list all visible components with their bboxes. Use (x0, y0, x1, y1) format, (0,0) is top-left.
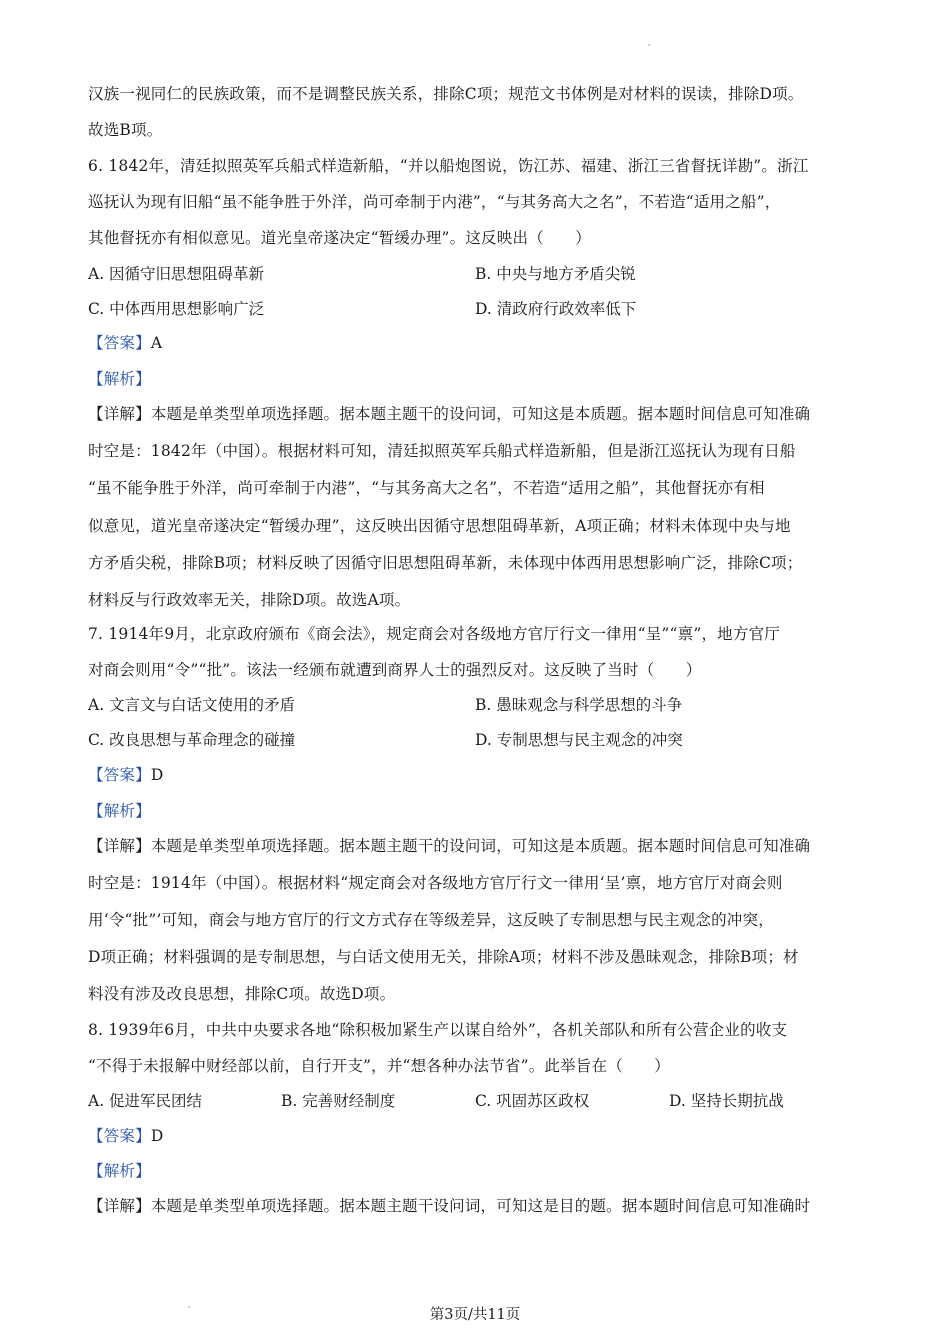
q8-option-b: B. 完善财经制度 (281, 1092, 396, 1110)
q8-option-d: D. 坚持长期抗战 (669, 1092, 784, 1110)
answer-value: D (150, 766, 164, 784)
q7-detail: 时空是：1914年（中国）。根据材料“规定商会对各级地方官厅行文一律用‘呈’禀，地方官厅对商会则 (88, 874, 783, 892)
q7-answer (88, 758, 163, 792)
q7-detail (88, 829, 810, 863)
question-6-stem: 其他督抚亦有相似意见。道光皇帝遂决定“暂缓办理”。这反映出（ ） (88, 229, 591, 247)
analysis-tag: 【解析】 (88, 370, 151, 388)
q6-option-a: A. 因循守旧思想阻碍革新 (88, 265, 265, 283)
analysis-tag: 【解析】 (88, 1162, 151, 1180)
question-8-stem: “不得于未报解中财经部以前，自行开支”，并“想各种办法节省”。此举旨在（ ） (88, 1057, 670, 1075)
q8-option-a: A. 促进军民团结 (88, 1092, 203, 1110)
q7-analysis-tag (88, 794, 151, 828)
detail-tag: 【详解】 (88, 405, 151, 423)
analysis-tag: 【解析】 (88, 802, 151, 820)
answer-value: D (150, 1127, 164, 1145)
detail-text: 本题是单类型单项选择题。据本题主题干设问词，可知这是目的题。据本题时间信息可知准确时 (150, 1197, 811, 1215)
page-number: 第3页/共11页 (429, 1307, 521, 1323)
q6-detail: 材料反与行政效率无关，排除D项。故选A项。 (88, 591, 411, 609)
question-7-stem: 对商会则用“令”“批”。该法一经颁布就遭到商界人士的强烈反对。这反映了当时（ ） (88, 661, 702, 679)
question-8-stem: 8. 1939年6月，中共中央要求各地“除积极加紧生产以谋自给外”，各机关部队和所有公营企业的收支 (88, 1021, 788, 1039)
q6-option-d: D. 清政府行政效率低下 (475, 300, 637, 318)
q7-detail: 料没有涉及改良思想，排除C项。故选D项。 (88, 985, 396, 1003)
q8-analysis-tag (88, 1154, 151, 1188)
question-7-stem: 7. 1914年9月，北京政府颁布《商会法》，规定商会对各级地方官厅行文一律用“呈”“禀”，地方官厅 (88, 625, 780, 643)
text-line: 汉族一视同仁的民族政策，而不是调整民族关系，排除C项；规范文书体例是对材料的误读，排除D项。 (88, 85, 804, 103)
q7-option-c: C. 改良思想与革命理念的碰撞 (88, 731, 296, 749)
scan-speck (648, 44, 650, 46)
q6-detail: “虽不能争胜于外洋，尚可牵制于内港”，“与其务高大之名”，不若造“适用之船”，其他督抚亦有相 (88, 479, 765, 497)
q7-detail: D项正确；材料强调的是专制思想，与白话文使用无关，排除A项；材料不涉及愚昧观念，排除B项；材 (88, 948, 799, 966)
answer-tag: 【答案】 (88, 766, 151, 784)
q6-answer (88, 326, 162, 360)
detail-tag: 【详解】 (88, 1197, 151, 1215)
question-6-stem: 巡抚认为现有旧船“虽不能争胜于外洋，尚可牵制于内港”，“与其务高大之名”，不若造“适用之船”， (88, 193, 781, 211)
q6-detail: 似意见，道光皇帝遂决定“暂缓办理”，这反映出因循守思想阻碍革新，A项正确；材料未体现中央与地 (88, 517, 791, 535)
q8-answer (88, 1119, 163, 1153)
q7-option-b: B. 愚昧观念与科学思想的斗争 (475, 696, 683, 714)
q6-option-c: C. 中体西用思想影响广泛 (88, 300, 265, 318)
q8-detail (88, 1189, 810, 1223)
detail-tag: 【详解】 (88, 837, 151, 855)
answer-value: A (150, 334, 163, 352)
answer-tag: 【答案】 (88, 334, 151, 352)
q7-option-d: D. 专制思想与民主观念的冲突 (475, 731, 683, 749)
detail-text: 本题是单类型单项选择题。据本题主题干的设问词，可知这是本质题。据本题时间信息可知准确 (150, 837, 811, 855)
q7-option-a: A. 文言文与白话文使用的矛盾 (88, 696, 296, 714)
text-line: 故选B项。 (88, 121, 163, 139)
q7-detail: 用‘令“批”’可知，商会与地方官厅的行文方式存在等级差异，这反映了专制思想与民主观念的冲突， (88, 911, 774, 929)
q6-option-b: B. 中央与地方矛盾尖锐 (475, 265, 636, 283)
q6-detail (88, 397, 810, 431)
q6-analysis-tag (88, 362, 151, 396)
detail-text: 本题是单类型单项选择题。据本题主题干的设问词，可知这是本质题。据本题时间信息可知准确 (150, 405, 811, 423)
q8-option-c: C. 巩固苏区政权 (475, 1092, 590, 1110)
question-6-stem: 6. 1842年，清廷拟照英军兵船式样造新船，“并以船炮图说，饬江苏、福建、浙江三省督抚详勘”。浙江 (88, 157, 809, 175)
answer-tag: 【答案】 (88, 1127, 151, 1145)
q6-detail: 时空是：1842年（中国）。根据材料可知，清廷拟照英军兵船式样造新船，但是浙江巡抚认为现有日船 (88, 442, 796, 460)
q6-detail: 方矛盾尖税，排除B项；材料反映了因循守旧思想阻碍革新，未体现中体西用思想影响广泛，排除C项； (88, 554, 803, 572)
